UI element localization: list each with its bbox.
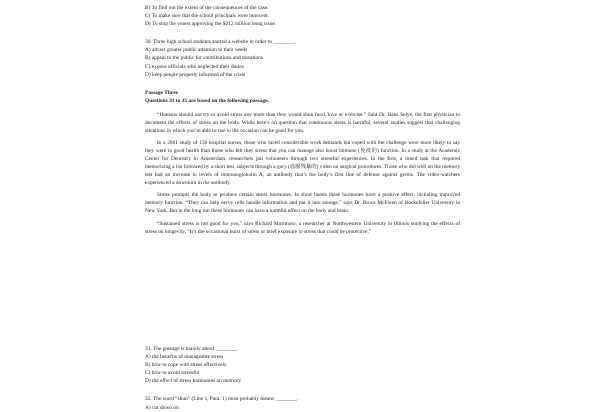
option-line: C) To make sure that the school principals were innocent.	[145, 13, 270, 20]
option-line: D) keep people properly informed of the crisis	[145, 71, 246, 78]
question-stem: 30. Three high school students started a website in order to ________.	[145, 39, 297, 46]
passage-paragraph: “Sustained stress is not good for you,” says Richard Morimoto, a researcher at Northwestern University in Illinois studying the effects of stress on longevity, “It’s the occasional burst of stress or brief exposure to stress that could be protective.”	[145, 220, 460, 235]
option-line: D) To stop the voters approving the $212 million bong issue.	[145, 21, 277, 28]
question-stem: 32. The word “shun” (Line 1, Para. 1) most probably means ________.	[145, 396, 299, 403]
option-line: B) how to cope with stress effectively	[145, 362, 227, 369]
passage-heading: Passage Three	[145, 89, 178, 96]
option-line: A) attract greater public attention to their needs	[145, 47, 248, 54]
option-line: D) the effect of stress harmonies on memory	[145, 378, 242, 385]
option-line: A) cut down on	[145, 404, 179, 411]
passage-instruction: Questions 31 to 35 are based on the following passage.	[145, 97, 269, 104]
question-32	[145, 395, 460, 411]
option-line: C) how to avoid stressful	[145, 370, 200, 377]
question-31	[145, 345, 460, 385]
option-line: A) the benefits of manageable stress	[145, 354, 224, 361]
passage-paragraph: Stress prompts the body to produce certain stress hormones. In short bursts these hormones have a positive effect, including improved memory function. “They can help nerve cells handle information and put it into storage,” says Dr. Bruce McEwen of Rockefeller University in New York. But in the long run these hormones can have a harmful effect on the body and brain.	[145, 192, 460, 215]
document-content	[145, 4, 460, 412]
passage-body	[145, 111, 460, 339]
option-line: B) To find out the extent of the consequences of the case.	[145, 5, 269, 11]
option-line: C) expose officials who neglected their duties	[145, 63, 244, 70]
passage-paragraph: “Humans should not try to avoid stress any more than they would shun food, love or exercise.” Said Dr. Hans Selye, the first physician to document the effects of stress on the body. While here’s on question that continuous stress is harmful, several studies suggest that challenging situations in which you’re able to rise to the occasion can be good for you.	[145, 111, 460, 135]
option-line: B) appeal to the public for contributions and donations	[145, 55, 263, 62]
passage-paragraph: In a 2001 study of 158 hospital nurses, those who faced considerable work demands but coped with the challenge were more likely to say they were in good health than those who felt they stress that you can manage also boost immune (免疫的) function. In a study at the Academic Center for Dentistry in Amsterdam, researchers put volunteers through two stressful experiences. In the first, a timed task that required memorizing a list followed by a short test, subjects through a gory (血腥残暴的) video on surgical procedures. Those who did well on the memory test had an increase in levels of immunoglobulin A, an antibody that’s the body’s first line of defense against germs. The video-watchers experienced a downturn in the antibody.	[145, 140, 460, 187]
question-stem: 31. The passage is mainly about ________.	[145, 345, 239, 352]
question-30	[145, 38, 460, 78]
previous-question-options	[145, 4, 460, 28]
